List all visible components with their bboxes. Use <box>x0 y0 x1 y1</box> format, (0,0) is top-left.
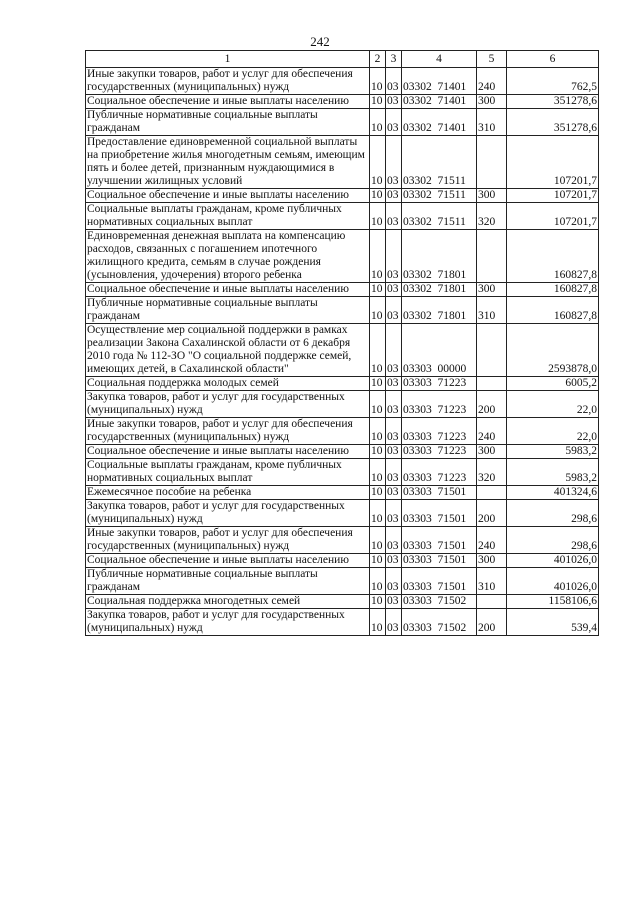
table-row <box>86 391 599 418</box>
item-name: Социальная поддержка молодых семей <box>86 377 370 391</box>
subsection-code: 03 <box>386 283 402 297</box>
amount: 401026,0 <box>507 554 599 568</box>
expense-type-code: 240 <box>477 68 507 95</box>
subsection-code: 03 <box>386 109 402 136</box>
table-row <box>86 203 599 230</box>
subsection-code: 03 <box>386 391 402 418</box>
amount: 401026,0 <box>507 568 599 595</box>
section-code: 10 <box>370 95 386 109</box>
amount: 5983,2 <box>507 459 599 486</box>
item-name: Социальное обеспечение и иные выплаты населению <box>86 445 370 459</box>
section-code: 10 <box>370 189 386 203</box>
expense-type-code: 320 <box>477 459 507 486</box>
target-article-code: 03303 71223 <box>402 418 477 445</box>
expense-type-code <box>477 136 507 189</box>
item-name: Публичные нормативные социальные выплаты гражданам <box>86 109 370 136</box>
target-article-code: 03302 71511 <box>402 189 477 203</box>
amount: 1158106,6 <box>507 595 599 609</box>
header-row <box>86 51 599 68</box>
amount: 298,6 <box>507 527 599 554</box>
item-name: Социальное обеспечение и иные выплаты населению <box>86 95 370 109</box>
table-row <box>86 324 599 377</box>
subsection-code: 03 <box>386 297 402 324</box>
target-article-code: 03303 71223 <box>402 377 477 391</box>
subsection-code: 03 <box>386 595 402 609</box>
expense-type-code: 300 <box>477 554 507 568</box>
amount: 298,6 <box>507 500 599 527</box>
section-code: 10 <box>370 554 386 568</box>
expense-type-code: 310 <box>477 297 507 324</box>
target-article-code: 03303 71501 <box>402 527 477 554</box>
subsection-code: 03 <box>386 445 402 459</box>
subsection-code: 03 <box>386 527 402 554</box>
subsection-code: 03 <box>386 459 402 486</box>
item-name: Закупка товаров, работ и услуг для государственных (муниципальных) нужд <box>86 609 370 636</box>
subsection-code: 03 <box>386 189 402 203</box>
item-name: Единовременная денежная выплата на компенсацию расходов, связанных с погашением ипотечного жилищного кредита, семьям в случае рождения (усыновления, удочерения) второго ребенка <box>86 230 370 283</box>
expense-type-code: 300 <box>477 189 507 203</box>
item-name: Ежемесячное пособие на ребенка <box>86 486 370 500</box>
section-code: 10 <box>370 68 386 95</box>
section-code: 10 <box>370 283 386 297</box>
target-article-code: 03303 00000 <box>402 324 477 377</box>
expense-type-code <box>477 595 507 609</box>
amount: 539,4 <box>507 609 599 636</box>
table-row <box>86 554 599 568</box>
item-name: Закупка товаров, работ и услуг для государственных (муниципальных) нужд <box>86 500 370 527</box>
expense-type-code: 200 <box>477 609 507 636</box>
amount: 107201,7 <box>507 136 599 189</box>
expense-type-code: 200 <box>477 391 507 418</box>
target-article-code: 03303 71223 <box>402 459 477 486</box>
section-code: 10 <box>370 377 386 391</box>
target-article-code: 03303 71501 <box>402 500 477 527</box>
header-cell: 6 <box>507 51 599 68</box>
section-code: 10 <box>370 459 386 486</box>
section-code: 10 <box>370 595 386 609</box>
subsection-code: 03 <box>386 377 402 391</box>
expense-type-code: 240 <box>477 527 507 554</box>
amount: 22,0 <box>507 418 599 445</box>
expense-type-code <box>477 486 507 500</box>
expense-type-code <box>477 324 507 377</box>
table-row <box>86 109 599 136</box>
section-code: 10 <box>370 609 386 636</box>
table-row <box>86 459 599 486</box>
amount: 22,0 <box>507 391 599 418</box>
expense-type-code: 240 <box>477 418 507 445</box>
table-row <box>86 527 599 554</box>
amount: 762,5 <box>507 68 599 95</box>
subsection-code: 03 <box>386 68 402 95</box>
section-code: 10 <box>370 527 386 554</box>
table-row <box>86 95 599 109</box>
table-row <box>86 418 599 445</box>
subsection-code: 03 <box>386 568 402 595</box>
target-article-code: 03302 71401 <box>402 95 477 109</box>
target-article-code: 03302 71801 <box>402 297 477 324</box>
expense-type-code: 200 <box>477 500 507 527</box>
item-name: Закупка товаров, работ и услуг для государственных (муниципальных) нужд <box>86 391 370 418</box>
expense-type-code: 300 <box>477 445 507 459</box>
table-row <box>86 377 599 391</box>
amount: 2593878,0 <box>507 324 599 377</box>
subsection-code: 03 <box>386 418 402 445</box>
item-name: Социальное обеспечение и иные выплаты населению <box>86 189 370 203</box>
expense-type-code: 310 <box>477 568 507 595</box>
section-code: 10 <box>370 445 386 459</box>
target-article-code: 03303 71501 <box>402 568 477 595</box>
subsection-code: 03 <box>386 554 402 568</box>
section-code: 10 <box>370 418 386 445</box>
subsection-code: 03 <box>386 486 402 500</box>
amount: 107201,7 <box>507 203 599 230</box>
expense-type-code <box>477 377 507 391</box>
header-cell: 3 <box>386 51 402 68</box>
section-code: 10 <box>370 136 386 189</box>
section-code: 10 <box>370 297 386 324</box>
table-row <box>86 486 599 500</box>
table-row <box>86 230 599 283</box>
amount: 351278,6 <box>507 95 599 109</box>
expense-type-code: 300 <box>477 283 507 297</box>
item-name: Социальные выплаты гражданам, кроме публичных нормативных социальных выплат <box>86 203 370 230</box>
section-code: 10 <box>370 391 386 418</box>
amount: 5983,2 <box>507 445 599 459</box>
budget-table <box>85 50 599 636</box>
target-article-code: 03303 71223 <box>402 391 477 418</box>
amount: 107201,7 <box>507 189 599 203</box>
section-code: 10 <box>370 109 386 136</box>
item-name: Публичные нормативные социальные выплаты гражданам <box>86 568 370 595</box>
subsection-code: 03 <box>386 230 402 283</box>
header-cell: 1 <box>86 51 370 68</box>
target-article-code: 03302 71511 <box>402 136 477 189</box>
target-article-code: 03302 71801 <box>402 230 477 283</box>
section-code: 10 <box>370 486 386 500</box>
amount: 160827,8 <box>507 230 599 283</box>
header-cell: 4 <box>402 51 477 68</box>
table-row <box>86 136 599 189</box>
page-number: 242 <box>310 34 330 49</box>
expense-type-code: 310 <box>477 109 507 136</box>
item-name: Осуществление мер социальной поддержки в рамках реализации Закона Сахалинской области от 6 декабря 2010 года № 112-ЗО "О социальной поддержке семей, имеющих детей, в Сахалинской области" <box>86 324 370 377</box>
amount: 160827,8 <box>507 283 599 297</box>
expense-type-code <box>477 230 507 283</box>
target-article-code: 03303 71502 <box>402 609 477 636</box>
item-name: Иные закупки товаров, работ и услуг для обеспечения государственных (муниципальных) нужд <box>86 418 370 445</box>
target-article-code: 03302 71801 <box>402 283 477 297</box>
subsection-code: 03 <box>386 95 402 109</box>
table-row <box>86 445 599 459</box>
expense-type-code: 300 <box>477 95 507 109</box>
section-code: 10 <box>370 568 386 595</box>
subsection-code: 03 <box>386 136 402 189</box>
table-row <box>86 609 599 636</box>
expense-type-code: 320 <box>477 203 507 230</box>
table-row <box>86 297 599 324</box>
target-article-code: 03303 71223 <box>402 445 477 459</box>
table-row <box>86 68 599 95</box>
item-name: Иные закупки товаров, работ и услуг для обеспечения государственных (муниципальных) нужд <box>86 527 370 554</box>
subsection-code: 03 <box>386 203 402 230</box>
item-name: Социальное обеспечение и иные выплаты населению <box>86 283 370 297</box>
subsection-code: 03 <box>386 609 402 636</box>
table-row <box>86 283 599 297</box>
item-name: Иные закупки товаров, работ и услуг для обеспечения государственных (муниципальных) нужд <box>86 68 370 95</box>
subsection-code: 03 <box>386 324 402 377</box>
item-name: Социальные выплаты гражданам, кроме публичных нормативных социальных выплат <box>86 459 370 486</box>
amount: 351278,6 <box>507 109 599 136</box>
target-article-code: 03302 71401 <box>402 109 477 136</box>
target-article-code: 03302 71511 <box>402 203 477 230</box>
section-code: 10 <box>370 324 386 377</box>
header-cell: 2 <box>370 51 386 68</box>
target-article-code: 03302 71401 <box>402 68 477 95</box>
item-name: Публичные нормативные социальные выплаты гражданам <box>86 297 370 324</box>
target-article-code: 03303 71501 <box>402 486 477 500</box>
table-row <box>86 595 599 609</box>
section-code: 10 <box>370 500 386 527</box>
section-code: 10 <box>370 230 386 283</box>
table-row <box>86 568 599 595</box>
amount: 6005,2 <box>507 377 599 391</box>
table-row <box>86 189 599 203</box>
target-article-code: 03303 71501 <box>402 554 477 568</box>
item-name: Социальное обеспечение и иные выплаты населению <box>86 554 370 568</box>
amount: 160827,8 <box>507 297 599 324</box>
target-article-code: 03303 71502 <box>402 595 477 609</box>
section-code: 10 <box>370 203 386 230</box>
table-row <box>86 500 599 527</box>
item-name: Социальная поддержка многодетных семей <box>86 595 370 609</box>
item-name: Предоставление единовременной социальной выплаты на приобретение жилья многодетным семьям, имеющим пять и более детей, признанным нуждающимися в улучшении жилищных условий <box>86 136 370 189</box>
header-cell: 5 <box>477 51 507 68</box>
amount: 401324,6 <box>507 486 599 500</box>
subsection-code: 03 <box>386 500 402 527</box>
